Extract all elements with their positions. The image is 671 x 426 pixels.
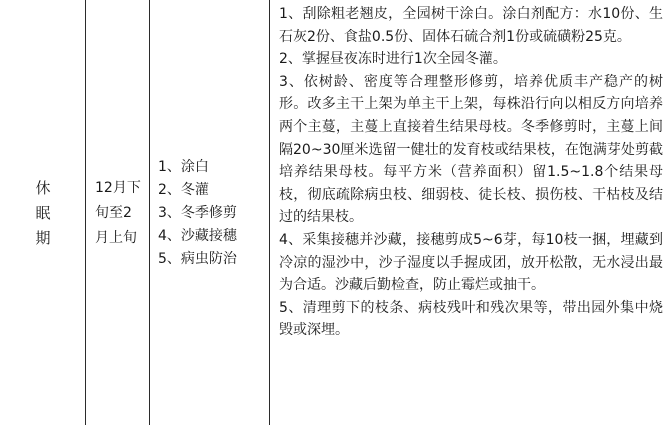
task-item: 3、冬季修剪 [158,204,237,221]
details-cell [270,1,671,426]
detail-paragraph: 1、刮除粗老翘皮，全园树干涂白。涂白剂配方：水10份、生石灰2份、食盐0.5份、固体石硫合剂1份或硫磺粉25克。 [279,6,663,45]
task-item: 4、沙藏接穗 [158,227,237,244]
task-list [150,156,269,271]
detail-paragraph: 2、掌握昼夜冻时进行1次全园冬灌。 [279,51,507,68]
task-item: 2、冬灌 [158,181,209,198]
time-cell [86,1,150,426]
tasks-cell [150,1,270,426]
task-item: 1、涂白 [158,158,209,175]
details-block [270,1,671,342]
stage-label [1,176,85,251]
detail-paragraph: 5、清理剪下的枝条、病枝残叶和残次果等，带出园外集中烧毁或深埋。 [279,299,663,339]
time-period: 12月下旬至2月上旬 [95,179,141,246]
table-row [1,1,671,426]
detail-paragraph: 3、依树龄、密度等合理整形修剪，培养优质丰产稳产的树形。改多主干上架为单主干上架，每株沿行向以相反方向培养两个主蔓，主蔓上直接着生结果母枝。冬季修剪时，主蔓上间隔20~30厘米选留一健壮的发育枝或结果枝，在饱满芽处剪截培养结果母枝。每平方米（营养面积）留1.5~1.8个结果母枝，彻底疏除病虫枝、细弱枝、徒长枝、损伤枝、干枯枝及结过的结果枝。 [279,73,663,226]
detail-paragraph: 4、采集接穗并沙藏，接穗剪成5~6芽，每10枝一捆，埋藏到冷凉的湿沙中，沙子湿度以手握成团，放开松散，无水浸出最为合适。沙藏后勤检查，防止霉烂或抽干。 [279,231,663,294]
stage-char: 休 [35,178,51,197]
task-item: 5、病虫防治 [158,250,237,267]
stage-char: 期 [35,228,51,247]
stage-cell [1,1,86,426]
stage-char: 眠 [35,203,51,222]
